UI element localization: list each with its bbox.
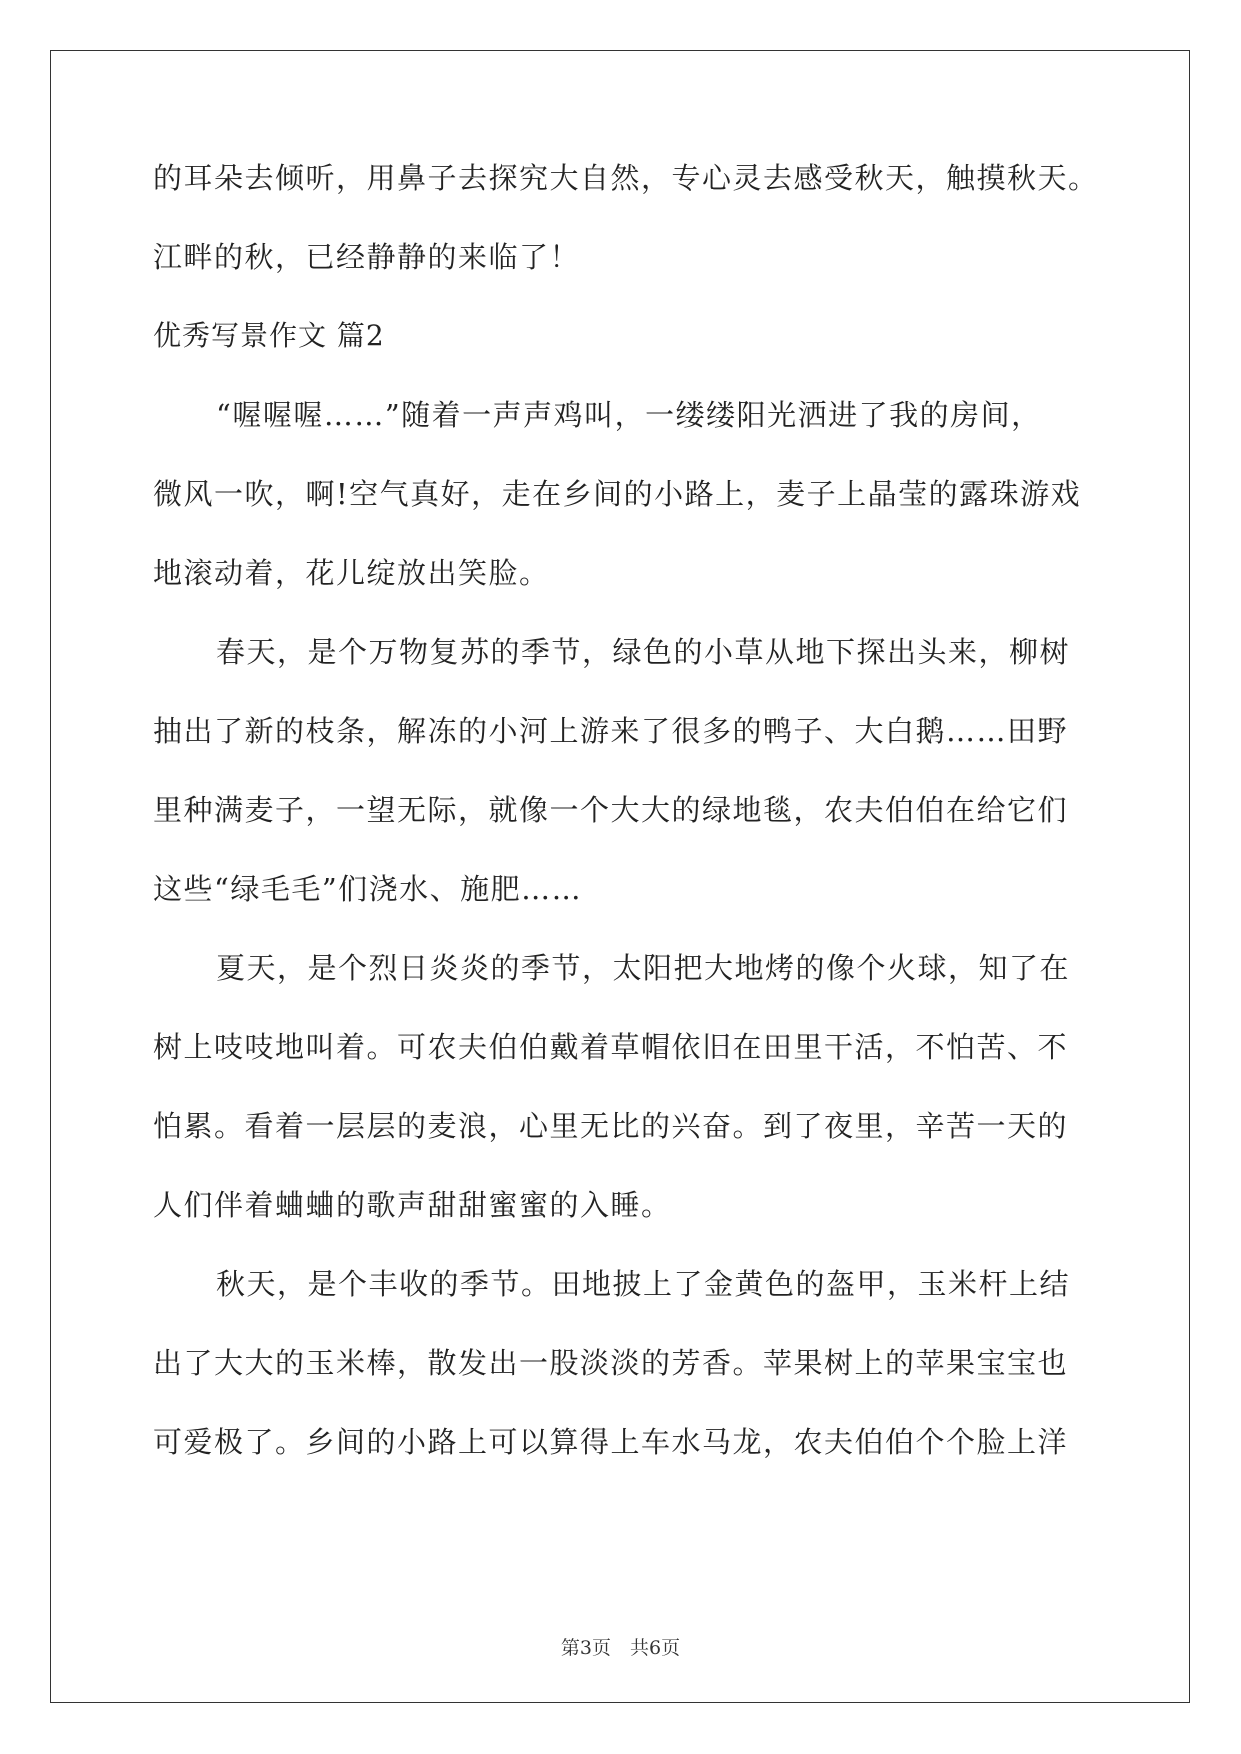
text-line: 树上吱吱地叫着。可农夫伯伯戴着草帽依旧在田里干活，不怕苦、不 [153,1030,1069,1064]
paragraph-first-line: 春天，是个万物复苏的季节，绿色的小草从地下探出头来，柳树 [216,635,1071,669]
section-heading: 优秀写景作文 篇2 [153,319,385,352]
text-line: 微风一吹，啊!空气真好，走在乡间的小路上，麦子上晶莹的露珠游戏 [153,477,1082,511]
text-line: 里种满麦子，一望无际，就像一个大大的绿地毯，农夫伯伯在给它们 [153,793,1069,827]
text-line: 江畔的秋，已经静静的来临了！ [153,240,581,274]
paragraph-first-line: “喔喔喔……”随着一声声鸡叫，一缕缕阳光洒进了我的房间， [216,398,1042,432]
text-line: 地滚动着，花儿绽放出笑脸。 [153,556,550,590]
paragraph-first-line: 夏天，是个烈日炎炎的季节，太阳把大地烤的像个火球，知了在 [216,951,1071,985]
page-number-footer: 第3页 共6页 [560,1637,681,1659]
text-line: 人们伴着蛐蛐的歌声甜甜蜜蜜的入睡。 [153,1188,672,1222]
text-line: 抽出了新的枝条，解冻的小河上游来了很多的鸭子、大白鹅……田野 [153,714,1069,748]
text-line: 可爱极了。乡间的小路上可以算得上车水马龙，农夫伯伯个个脸上洋 [153,1425,1069,1459]
text-line: 的耳朵去倾听，用鼻子去探究大自然，专心灵去感受秋天，触摸秋天。 [153,161,1099,195]
text-line: 这些“绿毛毛”们浇水、施肥…… [153,872,583,906]
paragraph-first-line: 秋天，是个丰收的季节。田地披上了金黄色的盔甲，玉米杆上结 [216,1267,1071,1301]
text-line: 出了大大的玉米棒，散发出一股淡淡的芳香。苹果树上的苹果宝宝也 [153,1346,1069,1380]
text-line: 怕累。看着一层层的麦浪，心里无比的兴奋。到了夜里，辛苦一天的 [153,1109,1069,1143]
